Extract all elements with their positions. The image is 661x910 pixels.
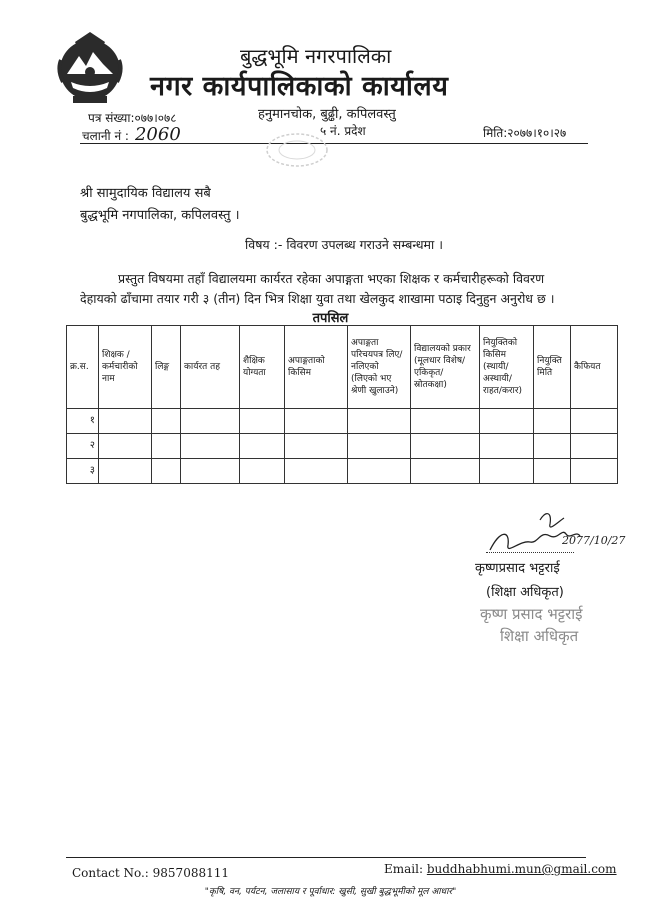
signature-date: 2077/10/27 [562, 534, 626, 547]
stamp-name: कृष्ण प्रसाद भट्टराई [480, 605, 583, 623]
table-title: तपसिल [312, 311, 349, 326]
header-appointment-type: नियुक्तिको किसिम (स्थायी/ अस्थायी/ राहत/करार) [480, 326, 534, 409]
row-number: ३ [67, 459, 99, 484]
dispatch-handwritten-number: 2060 [134, 124, 181, 145]
header-qualification: शैक्षिक योग्यता [240, 326, 285, 409]
handwritten-signature [480, 500, 630, 565]
footer-divider [66, 857, 586, 858]
header-remarks: कैफियत [571, 326, 618, 409]
nepal-emblem-icon [55, 30, 125, 106]
email-label: Email: [384, 862, 424, 876]
dispatch-number [82, 124, 181, 145]
dispatch-label: चलानी नं : [82, 129, 129, 143]
contact-number: Contact No.: 9857088111 [72, 866, 230, 880]
subject-line: विषय :- विवरण उपलब्ध गराउने सम्बन्धमा । [245, 237, 443, 252]
body-paragraph-line2: देहायको ढाँचामा तयार गरी ३ (तीन) दिन भित्र शिक्षा युवा तथा खेलकुद शाखामा पठाइ दिनुहुन अनुरोध छ । [80, 291, 555, 306]
address-line1: हनुमानचोक, बुढ्ढी, कपिलवस्तु [258, 107, 396, 122]
header-disability-card: अपाङ्गता परिचयपत्र लिए/ नलिएको (लिएको भए श्रेणी खुलाउने) [348, 326, 411, 409]
table-header-row [67, 326, 618, 409]
recipient-line2: बुद्धभूमि नगपालिका, कपिलवस्तु । [80, 208, 240, 223]
office-title: नगर कार्यपालिकाको कार्यालय [150, 71, 449, 102]
header-gender: लिङ्ग [152, 326, 181, 409]
recipient-line1: श्री सामुदायिक विद्यालय सबै [80, 186, 211, 201]
stamp-role: शिक्षा अधिकृत [500, 627, 579, 645]
municipality-name: बुद्धभूमि नगरपालिका [240, 44, 392, 68]
header-name: शिक्षक / कर्मचारीको नाम [99, 326, 152, 409]
signatory-role: (शिक्षा अधिकृत) [486, 585, 564, 600]
table-row [67, 459, 618, 484]
header-sn: क्र.स. [67, 326, 99, 409]
header-disability-type: अपाङ्गताको किसिम [285, 326, 348, 409]
row-number: २ [67, 434, 99, 459]
email-link[interactable]: buddhabhumi.mun@gmail.com [426, 862, 617, 876]
reference-number: पत्र संख्या:०७७।०७८ [88, 111, 177, 125]
email-contact [384, 862, 617, 876]
header-school-type: विद्यालयको प्रकार (मूलधार विशेष/ एकिकृत/ स्रोतकक्षा) [411, 326, 480, 409]
faint-stamp-icon [262, 130, 332, 170]
table-row [67, 409, 618, 434]
table-row [67, 434, 618, 459]
header-level: कार्यरत तह [181, 326, 240, 409]
footer-slogan: "कृषि, वन, पर्यटन, जलासाय र पूर्वाधार: खुसी, सुखी बुद्धभूमीको मूल आधार" [204, 887, 457, 897]
header-appointment-date: नियुक्ति मिति [534, 326, 571, 409]
signature-line [486, 552, 574, 553]
address-line2: ५ नं. प्रदेश [320, 124, 366, 138]
row-number: १ [67, 409, 99, 434]
teacher-details-table [66, 325, 618, 484]
signatory-name: कृष्णप्रसाद भट्टराई [475, 561, 560, 576]
letter-date: मिति:२०७७।१०।२७ [483, 126, 567, 140]
body-paragraph-line1: प्रस्तुत विषयमा तहाँ विद्यालयमा कार्यरत रहेका अपाङ्गता भएका शिक्षक र कर्मचारीहरूको विवरण [118, 271, 545, 286]
header-divider [80, 143, 588, 144]
